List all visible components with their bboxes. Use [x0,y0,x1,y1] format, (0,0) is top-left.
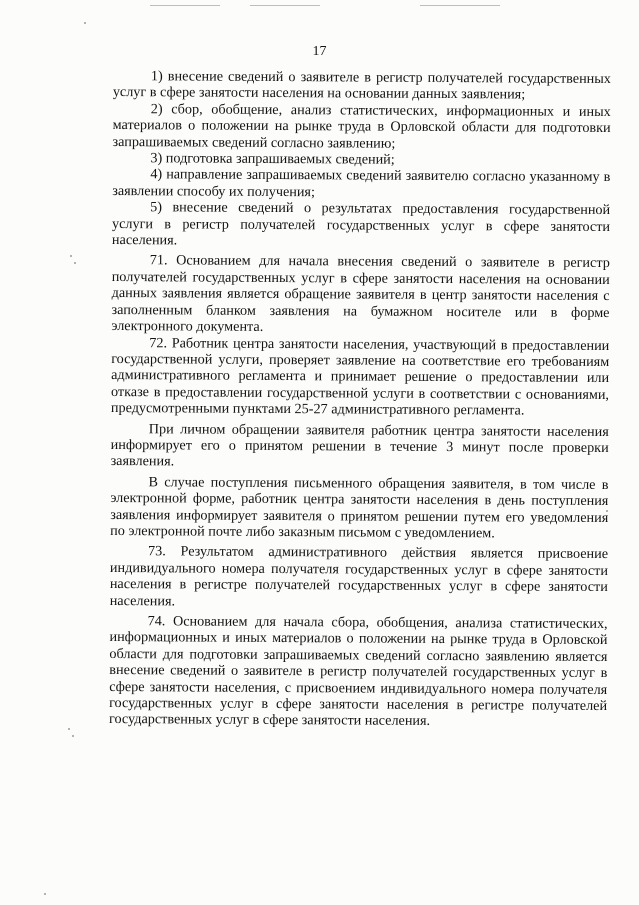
paragraph-71: 71. Основанием для начала внесения сведений о заявителе в регистр получателей государственных услуг в сфере занятости населения на основании данных заявления является обращение заявителя в центр занятости населения с заполненным бланком заявления на бумажном носителе или в форме электронного документа. [111,252,610,336]
scan-speck [44,893,46,895]
document-body [109,68,611,731]
list-item-1: 1) внесение сведений о заявителе в регистр получателей государственных услуг в сфере занятости населения на основании данных заявления; [112,68,611,103]
scan-edge-line [420,5,500,6]
list-item-3: 3) подготовка запрашиваемых сведений; [150,150,395,168]
list-item-5: 5) внесение сведений о результатах предоставления государственной услуги в регистр получателей государственных услуг в сфере занятости населения. [111,199,611,249]
scan-speck [68,728,70,730]
paragraph-73: 73. Результатом административного действия является присвоение индивидуального номера получателя государственных услуг в сфере занятости населения в регистре получателей государственных услуг в сфере занятости населения. [109,543,609,609]
scan-speck [70,255,72,257]
paragraph-72: 72. Работник центра занятости населения, участвующий в предоставлении государственной услуги, проверяет заявление на соответствие его требованиям административного регламента и принимает решение о предоставлении или отказе в предоставлении государственной услуги в соответствии с основаниями, предусмотренными пунктами 25-27 административного регламента. [110,334,610,419]
list-item-4: 4) направление запрашиваемых сведений заявителю согласно указанному в заявлении способу их получения; [112,166,611,201]
scan-edge-line [150,5,220,6]
paragraph-72-personal: При личном обращении заявителя работник центра занятости населения информирует его о принятом решении в течение 3 минут после проверки заявления. [110,420,609,470]
scan-speck [84,22,86,24]
scan-edge-line [250,5,320,6]
paragraph-74: 74. Основанием для начала сбора, обобщения, анализа статистических, информационных и иных материалов о положении на рынке труда в Орловской области для подготовки запрашиваемых сведений согласно заявлению является внесение сведений о заявителе в регистр получателей государственных услуг в сфере занятости населения, с присвоением индивидуального номера получателя государственных услуг в сфере занятости населения в регистре получателей государственных услуг в сфере занятости населения. [108,613,608,730]
scan-speck [72,735,74,737]
page-number: 17 [312,44,327,59]
scan-speck [74,262,76,264]
paragraph-72-written: В случае поступления письменного обращения заявителя, в том числе в электронной форме, работник центра занятости населения в день поступления заявления информирует заявителя о принятом решении путем его уведомления по электронной почте либо заказным письмом с уведомлением. [110,473,609,542]
list-item-2: 2) сбор, обобщение, анализ статистических, информационных и иных материалов о положении на рынке труда в Орловской области для подготовки запрашиваемых сведений согласно заявлению; [112,101,611,152]
